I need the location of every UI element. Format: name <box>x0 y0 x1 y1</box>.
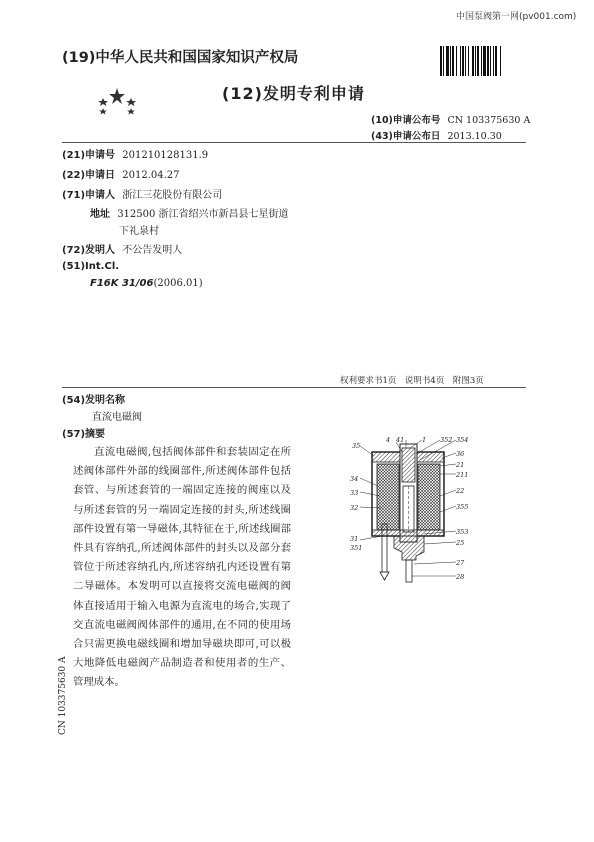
figure-label-35: 35 <box>352 442 361 450</box>
invention-title-label-row <box>62 391 125 406</box>
invention-title-label: (54)发明名称 <box>62 395 126 406</box>
address-label: 地址 <box>90 209 110 220</box>
abstract-label-row <box>62 425 105 440</box>
barcode-bar <box>456 46 457 76</box>
barcode-bar <box>472 46 474 76</box>
filing-date-label: (22)申请日 <box>62 170 116 181</box>
abstract-body <box>73 443 291 693</box>
publication-date: 2013.10.30 <box>447 131 502 142</box>
address-line-2-row <box>119 222 159 237</box>
valve-seat <box>394 536 424 560</box>
barcode <box>440 46 526 76</box>
publication-date-row <box>371 128 502 142</box>
filing-date-row <box>62 166 180 181</box>
barcode-bar <box>477 46 479 76</box>
figure-label-351: 351 <box>350 544 363 552</box>
figure-label-25: 25 <box>456 539 465 547</box>
figure-label-31: 31 <box>350 535 359 543</box>
barcode-bar <box>460 46 461 76</box>
figure-label-22: 22 <box>456 487 465 495</box>
applicant-label: (71)申请人 <box>62 190 116 201</box>
barcode-bar <box>443 46 444 76</box>
figure-label-211: 211 <box>456 471 469 479</box>
cnipa-emblem-icon <box>97 86 139 118</box>
publication-number: CN 103375630 A <box>447 115 531 126</box>
barcode-bar <box>475 46 476 76</box>
plug <box>402 448 415 482</box>
figure-label-354: 354 <box>456 436 469 444</box>
barcode-bar <box>481 46 482 76</box>
ipc-code: F16K 31/06 <box>90 278 154 289</box>
figure-label-353: 353 <box>456 528 469 536</box>
barcode-bar <box>500 46 501 76</box>
barcode-bar <box>495 46 497 76</box>
figure-label-1: 1 <box>422 436 427 444</box>
solenoid-valve-drawing <box>344 434 504 584</box>
barcode-bar <box>440 46 442 76</box>
application-number-row <box>62 146 208 161</box>
figure-label-33: 33 <box>350 489 359 497</box>
inventor: 不公告发明人 <box>122 245 183 256</box>
figure-label-27: 27 <box>456 559 465 567</box>
barcode-bar <box>490 46 491 76</box>
valve-figure <box>344 434 504 584</box>
ipc-code-row <box>90 278 203 289</box>
ipc-label: (51)Int.Cl. <box>62 261 120 272</box>
figure-label-4: 4 <box>386 436 391 444</box>
address-row <box>90 205 289 220</box>
applicant: 浙江三花股份有限公司 <box>122 190 223 201</box>
page-counts: 权利要求书1页 说明书4页 附图3页 <box>340 376 484 386</box>
figure-label-352: 352 <box>440 436 453 444</box>
coil-winding-right <box>418 464 440 530</box>
publication-number-label: (10)申请公布号 <box>371 115 441 126</box>
side-publication-number: CN 103375630 A <box>58 656 68 735</box>
figure-label-355: 355 <box>456 503 469 511</box>
applicant-row <box>62 186 222 201</box>
office-name: (19)中华人民共和国国家知识产权局 <box>62 50 299 66</box>
figure-label-32: 32 <box>350 504 359 512</box>
barcode-bar <box>487 46 489 76</box>
application-number-label: (21)申请号 <box>62 150 116 161</box>
publication-date-label: (43)申请公布日 <box>371 131 441 142</box>
figure-label-34: 34 <box>350 475 359 483</box>
figure-label-36: 36 <box>456 450 465 458</box>
abstract-text: 直流电磁阀,包括阀体部件和套装固定在所述阀体部件外部的线圈部件,所述阀体部件包括套管、与所述套管的一端固定连接的阀座以及与所述套管的另一端固定连接的封头,所述线圈部件设置有第一导磁体,其特征在于,所述线圈部件具有容纳孔,所述阀体部件的封头以及部分套管位于所述容纳孔内,所述容纳孔内还设置有第二导磁体。本发明可以直接将交流电磁阀的阀体直接适用于输入电源为直流电的场合,实现了交直流电磁阀阀体部件的通用,在不同的使用场合只需更换电磁线圈和增加导磁块即可,可以极大地降低电磁阀产品制造者和使用者的生产、管理成本。 <box>73 446 291 689</box>
barcode-bar <box>493 46 494 76</box>
divider-bottom <box>62 387 526 388</box>
barcode-bar <box>468 46 469 76</box>
figure-label-28: 28 <box>456 573 465 581</box>
outlet-pipe <box>406 560 412 582</box>
barcode-bar <box>465 46 466 76</box>
publication-number-row <box>371 112 530 126</box>
ipc-version: (2006.01) <box>153 278 203 289</box>
barcode-bar <box>450 46 451 76</box>
barcode-bar <box>462 46 464 76</box>
ipc-row <box>62 261 119 272</box>
abstract-label: (57)摘要 <box>62 429 106 440</box>
divider-top <box>62 142 526 143</box>
inventor-row <box>62 241 182 256</box>
invention-title: 直流电磁阀 <box>92 412 142 423</box>
barcode-bar <box>452 46 454 76</box>
figure-label-41: 41 <box>396 436 405 444</box>
filing-date: 2012.04.27 <box>122 170 180 181</box>
barcode-bar <box>483 46 486 76</box>
coil-winding-left <box>377 464 399 530</box>
barcode-bar <box>446 46 449 76</box>
address-line-1: 312500 浙江省绍兴市新昌县七星街道 <box>117 209 289 220</box>
document-type: (12)发明专利申请 <box>222 84 365 103</box>
watermark: 中国泵阀第一网(pv001.com) <box>456 12 577 22</box>
application-number: 201210128131.9 <box>122 150 209 161</box>
address-line-2: 下礼泉村 <box>119 226 159 237</box>
figure-label-21: 21 <box>456 461 465 469</box>
inventor-label: (72)发明人 <box>62 245 116 256</box>
